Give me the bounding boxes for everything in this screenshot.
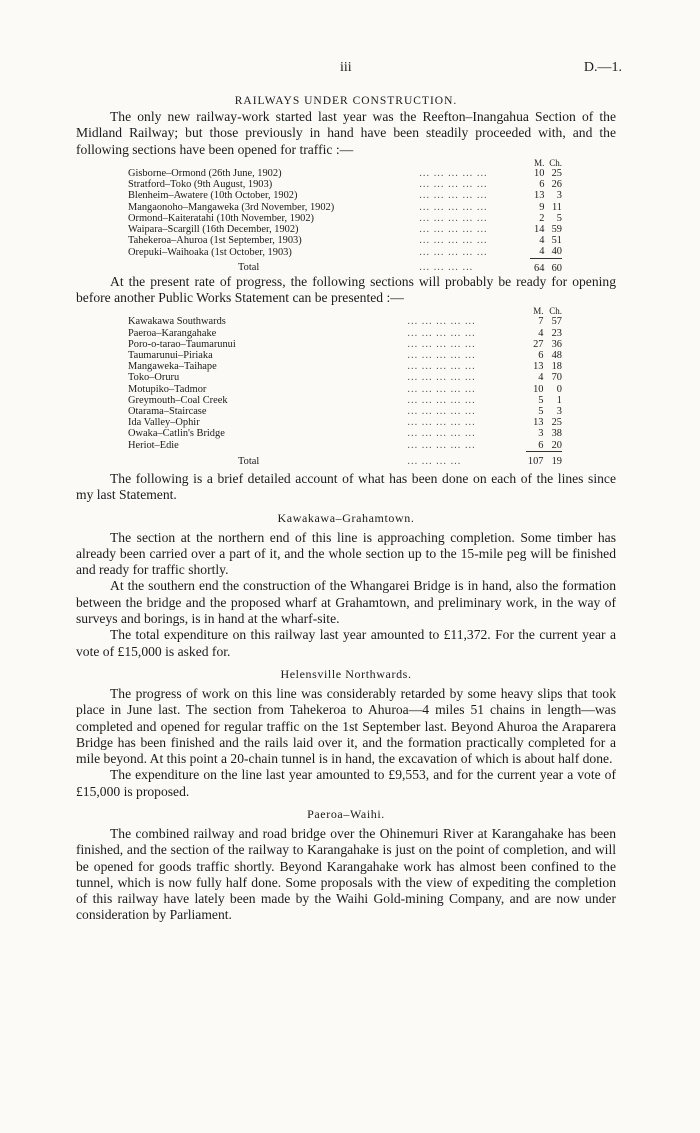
miles-value: 2 xyxy=(539,212,545,224)
intro-paragraph: The only new railway-work started last year was the Reefton–Inangahua Section of the Midland Railway; but those previously in hand have been steadily proceeded with, and the following sections have been opened for traffic :— xyxy=(76,109,616,157)
chains-value: 26 xyxy=(551,179,562,191)
unit-miles: M. xyxy=(534,157,545,168)
section-name: Waipara–Scargill (16th December, 1902) xyxy=(128,223,299,235)
miles-value: 14 xyxy=(534,223,545,235)
table-row xyxy=(128,235,562,246)
table-row xyxy=(128,350,562,361)
body-paragraph: The section at the northern end of this line is approaching completion. Some timber has already been carried over a part of it, and the whole section up to the 15-mile peg will be finished and ready for traffic shortly. xyxy=(76,529,616,578)
chains-value: 36 xyxy=(551,338,562,350)
section-name: Ida Valley–Ophir xyxy=(128,417,200,429)
leader-dots: ... ... ... ... ... xyxy=(419,190,488,202)
document-reference: D.—1. xyxy=(583,60,622,75)
miles-value: 4 xyxy=(538,372,544,384)
table-row xyxy=(128,316,562,327)
leader-dots: ... ... ... ... xyxy=(407,455,462,467)
opened-sections-table xyxy=(128,158,562,274)
subsection-heading: Paeroa–Waihi. xyxy=(307,807,385,821)
table-row xyxy=(128,395,562,406)
miles-value: 13 xyxy=(534,190,545,202)
table-row xyxy=(128,361,562,372)
table-row xyxy=(128,168,562,179)
total-chains: 60 xyxy=(544,258,562,274)
body-paragraph: The progress of work on this line was considerably retarded by some heavy slips that took place in June last. The section from Tahekeroa to Ahuroa—4 miles 51 chains in length—was completed and opened for regular traffic on the 1st September last. Beyond Ahuroa the Araparera Bridge has been finished and the rails laid over it, and the formation practically completed for a mile beyond. At this point a 20-chain tunnel is in hand, the excavation of which is about half done. xyxy=(76,685,616,767)
section-name: Greymouth–Coal Creek xyxy=(128,394,228,406)
leader-dots: ... ... ... ... ... xyxy=(419,246,488,258)
miles-value: 13 xyxy=(533,361,544,373)
chains-value: 3 xyxy=(556,190,562,202)
section-title: RAILWAYS UNDER CONSTRUCTION. xyxy=(234,95,458,107)
leader-dots: ... ... ... ... ... xyxy=(419,212,488,224)
leader-dots: ... ... ... ... ... xyxy=(407,439,476,451)
chains-value: 5 xyxy=(556,212,562,224)
miles-value: 27 xyxy=(533,338,544,350)
progress-paragraph: At the present rate of progress, the following sections will probably be ready for opening before another Public Works Statement can be presented :— xyxy=(76,273,616,306)
chains-value: 25 xyxy=(551,167,562,179)
section-name: Ormond–Kaiteratahi (10th November, 1902) xyxy=(128,212,314,224)
section-name: Owaka–Catlin's Bridge xyxy=(128,428,225,440)
unit-chains: Ch. xyxy=(549,157,562,168)
leader-dots: ... ... ... ... ... xyxy=(407,428,476,440)
miles-value: 4 xyxy=(538,327,544,339)
leader-dots: ... ... ... ... ... xyxy=(407,405,476,417)
page-body xyxy=(76,93,616,924)
table-row xyxy=(128,440,562,452)
table-row xyxy=(128,202,562,213)
table-row xyxy=(128,384,562,395)
section-name: Gisborne–Ormond (26th June, 1902) xyxy=(128,167,282,179)
unit-chains: Ch. xyxy=(549,306,562,317)
chains-value: 1 xyxy=(556,394,562,406)
leader-dots: ... ... ... ... ... xyxy=(419,201,488,213)
unit-row xyxy=(128,306,562,316)
chains-value: 59 xyxy=(551,223,562,235)
leader-dots: ... ... ... ... ... xyxy=(419,235,488,247)
total-miles: 107 xyxy=(526,451,543,467)
section-name: Orepuki–Waihoaka (1st October, 1903) xyxy=(128,246,292,258)
chains-value: 23 xyxy=(551,327,562,339)
chains-value: 3 xyxy=(556,405,562,417)
body-paragraph: At the southern end the construction of the Whangarei Bridge is in hand, also the formation between the bridge and the proposed wharf at Grahamtown, and preliminary work, in the way of surveys and borings, is in hand at the wharf-site. xyxy=(76,578,616,627)
leader-dots: ... ... ... ... ... xyxy=(419,223,488,235)
page-number: iii xyxy=(340,60,352,75)
miles-value: 13 xyxy=(533,417,544,429)
leader-dots: ... ... ... ... ... xyxy=(407,394,476,406)
chains-value: 38 xyxy=(551,428,562,440)
miles-value: 7 xyxy=(538,316,544,328)
section-name: Mangaweka–Taihape xyxy=(128,361,217,373)
subsection-heading: Kawakawa–Grahamtown. xyxy=(277,510,415,525)
section-name: Tahekeroa–Ahuroa (1st September, 1903) xyxy=(128,235,302,247)
table-row xyxy=(128,246,562,258)
leader-dots: ... ... ... ... ... xyxy=(419,167,488,179)
section-name: Kawakawa Southwards xyxy=(128,316,226,328)
section-name: Otarama–Staircase xyxy=(128,405,207,417)
leader-dots: ... ... ... ... ... xyxy=(407,349,476,361)
miles-value: 6 xyxy=(538,349,544,361)
total-row xyxy=(128,258,562,274)
section-name: Mangaonoho–Mangaweka (3rd November, 1902) xyxy=(128,201,335,213)
chains-value: 11 xyxy=(551,201,562,213)
miles-value: 9 xyxy=(539,201,545,213)
miles-value: 6 xyxy=(539,179,545,191)
body-paragraph: The total expenditure on this railway last year amounted to £11,372. For the current year a vote of £15,000 is asked for. xyxy=(76,627,616,659)
lead-paragraph: The following is a brief detailed account of what has been done on each of the lines since my last Statement. xyxy=(76,470,616,503)
leader-dots: ... ... ... ... xyxy=(419,262,474,274)
chains-value: 48 xyxy=(551,349,562,361)
leader-dots: ... ... ... ... ... xyxy=(407,361,476,373)
line-sections xyxy=(76,510,616,924)
body-paragraph: The expenditure on the line last year amounted to £9,553, and for the current year a vote of £15,000 is proposed. xyxy=(76,767,616,799)
page-header xyxy=(0,60,700,80)
chains-value: 18 xyxy=(551,361,562,373)
table-row xyxy=(128,428,562,439)
chains-value: 0 xyxy=(556,383,562,395)
subsection-heading: Helensville Northwards. xyxy=(280,666,412,681)
section-name: Motupiko–Tadmor xyxy=(128,383,207,395)
leader-dots: ... ... ... ... ... xyxy=(407,327,476,339)
leader-dots: ... ... ... ... ... xyxy=(419,179,488,191)
leader-dots: ... ... ... ... ... xyxy=(407,372,476,384)
total-label: Total xyxy=(238,262,260,274)
leader-dots: ... ... ... ... ... xyxy=(407,417,476,429)
chains-value: 25 xyxy=(551,417,562,429)
chains-value: 57 xyxy=(551,316,562,328)
leader-dots: ... ... ... ... ... xyxy=(407,316,476,328)
table-row xyxy=(128,213,562,224)
section-name: Heriot–Edie xyxy=(128,439,179,451)
total-row xyxy=(128,451,562,467)
leader-dots: ... ... ... ... ... xyxy=(407,383,476,395)
total-miles: 64 xyxy=(530,258,544,274)
leader-dots: ... ... ... ... ... xyxy=(407,338,476,350)
section-name: Blenheim–Awatere (10th October, 1902) xyxy=(128,190,298,202)
miles-value: 4 xyxy=(539,246,545,258)
ready-sections-table xyxy=(128,306,562,467)
chains-value: 70 xyxy=(551,372,562,384)
table-row xyxy=(128,339,562,350)
table-row xyxy=(128,190,562,201)
miles-value: 10 xyxy=(534,167,545,179)
chains-value: 40 xyxy=(551,246,562,258)
chains-value: 20 xyxy=(551,439,562,451)
section-name: Stratford–Toko (9th August, 1903) xyxy=(128,179,273,191)
body-paragraph: The combined railway and road bridge over the Ohinemuri River at Karangahake has been finished, and the section of the railway to Karangahake is just on the point of completion, and will be opened for goods traffic shortly. Beyond Karangahake work has almost been confined to the tunnel, which is now fully half done. Some proposals with the view of expediting the completion of this railway have lately been made by the Waihi Gold-mining Company, and are now under consideration by Parliament. xyxy=(76,826,616,923)
table-row xyxy=(128,372,562,383)
total-chains: 19 xyxy=(543,451,562,467)
unit-row xyxy=(128,158,562,168)
miles-value: 4 xyxy=(539,235,545,247)
chains-value: 51 xyxy=(551,235,562,247)
section-name: Paeroa–Karangahake xyxy=(128,327,217,339)
table-row xyxy=(128,406,562,417)
table-row xyxy=(128,328,562,339)
miles-value: 3 xyxy=(538,428,544,440)
miles-value: 5 xyxy=(538,394,544,406)
section-name: Poro-o-tarao–Taumarunui xyxy=(128,338,236,350)
table-row xyxy=(128,417,562,428)
section-name: Toko–Oruru xyxy=(128,372,180,384)
unit-miles: M. xyxy=(533,306,544,317)
table-row xyxy=(128,224,562,235)
table-row xyxy=(128,179,562,190)
total-label: Total xyxy=(238,455,260,467)
miles-value: 10 xyxy=(533,383,544,395)
miles-value: 6 xyxy=(538,439,544,451)
miles-value: 5 xyxy=(538,405,544,417)
section-name: Taumarunui–Piriaka xyxy=(128,349,213,361)
